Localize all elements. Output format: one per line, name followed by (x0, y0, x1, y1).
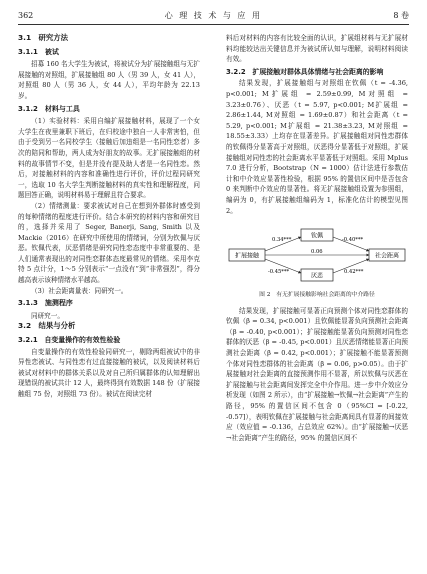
header-rule (18, 24, 409, 25)
node-outcome-label: 社会距离 (374, 252, 400, 260)
paragraph: （3）社会距离量表：同研究一。 (31, 286, 128, 295)
paragraph: 同研究一。 (31, 311, 64, 320)
subsection-heading: 3.1.1 被试 (18, 47, 59, 56)
paragraph: （2）情绪测量：要求被试对自己在想到外群体时感受到的每种情绪的程度进行评价。结合本研究的材料内容和研究目的，选择并采用了 Seger, Banerji, Sang, Smith 以及 Mackie（2016）在研究中所使用的情绪词，分别为钦佩与厌恶。钦佩代表，厌恶情绪是研究同性恋态度中非常重要的、是人们通常表现出的对同性恋群体态度最常见的情绪。采用李克特 5 点计分，1～5 分别表示“一点没有”到“非常强烈”，得分越高表示该种情绪水平越高。 (18, 201, 200, 285)
volume-label: 8 卷 (393, 10, 409, 20)
section-heading: 3.1 研究方法 (18, 33, 69, 42)
coef-source-disgust: -0.45*** (268, 269, 290, 276)
subsection-heading: 3.1.3 施测程序 (18, 299, 73, 308)
mediation-diagram (226, 222, 408, 288)
subsection-heading: 3.2.2 扩展接触对群体具体情绪与社会距离的影响 (226, 67, 384, 76)
left-column (18, 33, 200, 568)
mediation-figure (226, 222, 408, 301)
paragraph: 结果发现，扩展接触组与对照组在钦佩（t = -4.36, p<0.001; M扩展组 = 2.59±0.99, M对照组 = 3.23±0.76）、厌恶（t = 5.97, p<0.001; M扩展组 = 2.86±1.44, M对照组 = 1.69±0.87）和社会距离（t = 5.29, p<0.001; M扩展组 = 21.38±3.23, M对照组 = 18.55±3.33）上均存在显著差异。扩展接触组对同性恋群体的钦佩得分显著高于对照组，厌恶得分显著低于对照组，扩展接触组对同性恋的社会距离水平显著低于对照组。采用 Mplus 7.0 进行分析，Bootstrap（N = 1000）估计法进行参数估计和中介效应显著性检验，根据 95% 的置信区间中是否包含 0 来判断中介效应的显著性。将无扩展接触组设置为参照组，编码为 0，有扩展接触组编码为 1，标准化估计的模型见图 2。 (226, 79, 408, 215)
node-source-label: 扩展接触 (234, 252, 260, 260)
subsection-heading: 3.1.2 材料与工具 (18, 104, 80, 113)
coef-source-admire: 0.34*** (272, 237, 292, 244)
paragraph: 料后对材料的内容有比较全面的认识，扩展组材料与无扩展材料均能较达出关键信息并为被试所认知与理解，说明材料阅读有效。 (226, 34, 408, 64)
right-column (226, 33, 408, 568)
section-heading: 3.2 结果与分析 (18, 321, 76, 331)
journal-title: 心 理 技 术 与 应 用 (164, 10, 262, 20)
paragraph: （1）实验材料：采用自编扩展接触材料，展现了一个女大学生在夜里兼职下班后，在归校途中独自一人非常害怕，但由于受到另一名同校学生（接触后加违组是一名同性恋者）多次的陪同和帮助，两人成为好朋友的故事。无扩展接触组的材料的故事情节不变，但是并没有提及助人者是一名同性恋。然后，对接触材料的内容和准确性进行评价，评价过程同研究一，选取 10 名大学生判断接触材料的真实性和理解程度，问题回答正确，说明材料易于理解且符合要求。 (18, 117, 200, 200)
paragraph: 招募 160 名大学生为被试，将被试分为扩展接触组与无扩展接触的对照组，扩展接触组 80 人（男 39 人，女 41 人），对照组 80 人（男 36 人，女 44 人），平均年龄为 22.13 岁。 (18, 60, 200, 100)
page-header (18, 8, 409, 22)
node-admire-label: 钦佩 (310, 232, 324, 240)
coef-admire-outcome: -0.40*** (342, 237, 364, 244)
paragraph: 自变量操作的有效性检验同研究一，剔除两组被试中的非异性恋被试、与同性恋有过直接接触的被试，以及阅读材料后被试对材料中的群体关系以及对自己所归属群体的认知理解出现错误的被试共计 12 人，最终得到有效数据 148 份（扩展接触组 75 份，对照组 73 份）。被试在阅读完材 (18, 347, 200, 398)
figure-caption: 图 2 有无扩展接触影响社会距离的中介路径 (259, 292, 375, 299)
page-number: 362 (18, 10, 34, 20)
paragraph: 结果发现，扩展接触可显著正向预测个体对同性恋群体的钦佩（β = 0.34, p<0.001）且钦佩能显著负向预测社会距离（β = -0.40, p<0.001）；扩展接触能显著负向预测对同性恋群体的厌恶（β = -0.45, p<0.001）且厌恶情绪能显著正向预测社会距离（β = 0.42, p<0.001）；扩展接触不能显著预测个体对同性恋群体的社会距离（β = 0.06, p>0.05）。由于扩展接触对社会距离的直接预测作用不显著，所以钦佩与厌恶在扩展接触与社会距离间发挥完全中介作用。进一步中介效应分析发现（如图 2 所示），由“扩展接触→钦佩→社会距离”产生的路径，95% 的置信区间不包含 0（95%CI = [-0.22, -0.57]），表明钦佩在扩展接触与社会距离间具有显著的间接效应（效应值 = -0.136，占总效应 62%）。由“扩展接触→厌恶→社会距离”产生的路径，95% 的置信区间不 (226, 306, 408, 442)
subsection-heading: 3.2.1 自变量操作的有效性检验 (18, 336, 121, 345)
coef-disgust-outcome: 0.42*** (344, 269, 364, 276)
coef-direct: 0.06 (311, 249, 323, 256)
node-disgust-label: 厌恶 (310, 272, 324, 280)
